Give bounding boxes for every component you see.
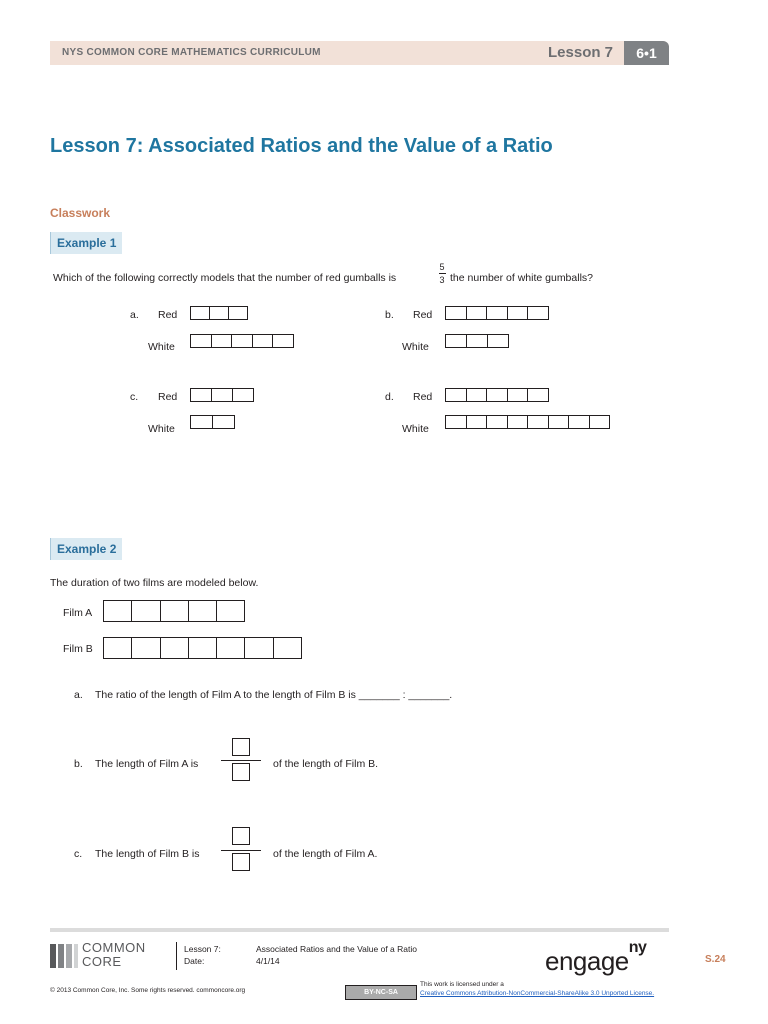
option-d-white-tape [445,415,610,429]
footer-vertical-divider [176,942,177,970]
option-c-letter: c. [130,391,139,403]
question-b-pre: The length of Film A is [95,758,199,770]
option-c-white-label: White [148,423,175,435]
example-1-question-post: the number of white gumballs? [450,272,593,284]
tape-cell [467,416,488,428]
tape-cell [217,601,244,621]
footer-lesson-label: Lesson 7: [184,944,221,954]
curriculum-label: NYS COMMON CORE MATHEMATICS CURRICULUM [62,47,321,58]
lesson-label: Lesson 7 [548,44,614,61]
answer-b-numerator-box[interactable] [232,738,250,756]
example-1-question-pre: Which of the following correctly models that the number of red gumballs is [53,272,397,284]
option-d-letter: d. [385,391,394,403]
example-2-tag: Example 2 [50,538,122,560]
tape-cell [232,335,253,347]
tape-cell [528,389,548,401]
film-b-tape [103,637,302,659]
ny-text: ny [628,939,647,957]
example-2-intro: The duration of two films are modeled below. [50,577,259,589]
tape-cell [213,416,234,428]
option-a-red-label: Red [158,309,178,321]
answer-b-fraction-bar [221,760,261,761]
tape-cell [104,638,132,658]
fraction-numerator: 5 [439,262,445,272]
tape-cell [132,638,160,658]
tape-cell [245,638,273,658]
tape-cell [528,307,548,319]
tape-cell [233,389,253,401]
tape-cell [508,389,529,401]
tape-cell [549,416,570,428]
tape-cell [590,416,610,428]
classwork-heading: Classwork [50,206,111,220]
tape-cell [191,335,212,347]
film-b-label: Film B [63,643,93,655]
tape-cell [446,335,467,347]
page-title: Lesson 7: Associated Ratios and the Value of a Ratio [50,135,553,157]
tape-cell [487,389,508,401]
question-b-post: of the length of Film B. [273,758,379,770]
answer-c-denominator-box[interactable] [232,853,250,871]
logo-line-1: COMMON [82,940,146,955]
tape-cell [273,335,293,347]
tape-cell [467,389,488,401]
option-d-red-tape [445,388,549,402]
tape-cell [210,307,229,319]
tape-cell [189,601,217,621]
option-a-red-tape [190,306,248,320]
option-a-letter: a. [130,309,139,321]
tape-cell [528,416,549,428]
question-c-post: of the length of Film A. [273,848,378,860]
tape-cell [132,601,160,621]
footer-lesson-value: Associated Ratios and the Value of a Ratio [256,944,417,954]
tape-cell [104,601,132,621]
option-b-red-tape [445,306,549,320]
license-line-1: This work is licensed under a [420,981,504,988]
footer-date-label: Date: [184,956,205,966]
option-c-white-tape [190,415,235,429]
engageny-logo [545,939,647,977]
question-a-text: The ratio of the length of Film A to the length of Film B is _______ : _______. [95,689,453,701]
option-b-white-tape [445,334,509,348]
footer-divider [50,928,669,932]
engage-text: engage [545,946,629,976]
option-d-white-label: White [402,423,429,435]
question-b-letter: b. [74,758,83,770]
common-core-logo-icon [50,942,78,968]
footer-date-value: 4/1/14 [256,956,280,966]
tape-cell [467,335,488,347]
film-a-tape [103,600,245,622]
tape-cell [212,389,233,401]
option-c-red-label: Red [158,391,178,403]
tape-cell [467,307,488,319]
option-a-white-tape [190,334,294,348]
tape-cell [508,416,529,428]
tape-cell [253,335,274,347]
answer-c-fraction-bar [221,850,261,851]
option-c-red-tape [190,388,254,402]
copyright-text: © 2013 Common Core, Inc. Some rights reserved. commoncore.org [50,987,246,994]
answer-b-denominator-box[interactable] [232,763,250,781]
tape-cell [161,638,189,658]
tape-cell [508,307,529,319]
common-core-logo-text [82,941,146,969]
grade-module-badge: 6•1 [624,41,669,65]
tape-cell [487,416,508,428]
question-c-letter: c. [74,848,83,860]
tape-cell [488,335,508,347]
option-b-white-label: White [402,341,429,353]
tape-cell [161,601,189,621]
tape-cell [217,638,245,658]
question-a-letter: a. [74,689,83,701]
answer-c-numerator-box[interactable] [232,827,250,845]
option-b-letter: b. [385,309,394,321]
page-number: S.24 [705,954,726,965]
tape-cell [191,389,212,401]
tape-cell [212,335,233,347]
tape-cell [191,307,210,319]
tape-cell [191,416,213,428]
tape-cell [446,416,467,428]
option-a-white-label: White [148,341,175,353]
option-b-red-label: Red [413,309,433,321]
tape-cell [446,389,467,401]
fraction-denominator: 3 [439,275,445,285]
license-link[interactable]: Creative Commons Attribution-NonCommercial-ShareAlike 3.0 Unported License. [420,990,655,997]
option-d-red-label: Red [413,391,433,403]
tape-cell [274,638,301,658]
tape-cell [446,307,467,319]
example-1-tag: Example 1 [50,232,122,254]
question-c-pre: The length of Film B is [95,848,200,860]
logo-line-2: CORE [82,954,122,969]
tape-cell [487,307,508,319]
film-a-label: Film A [63,607,93,619]
tape-cell [569,416,590,428]
tape-cell [189,638,217,658]
tape-cell [229,307,247,319]
fraction-five-thirds [436,262,448,285]
creative-commons-badge: BY-NC-SA [345,985,417,1000]
